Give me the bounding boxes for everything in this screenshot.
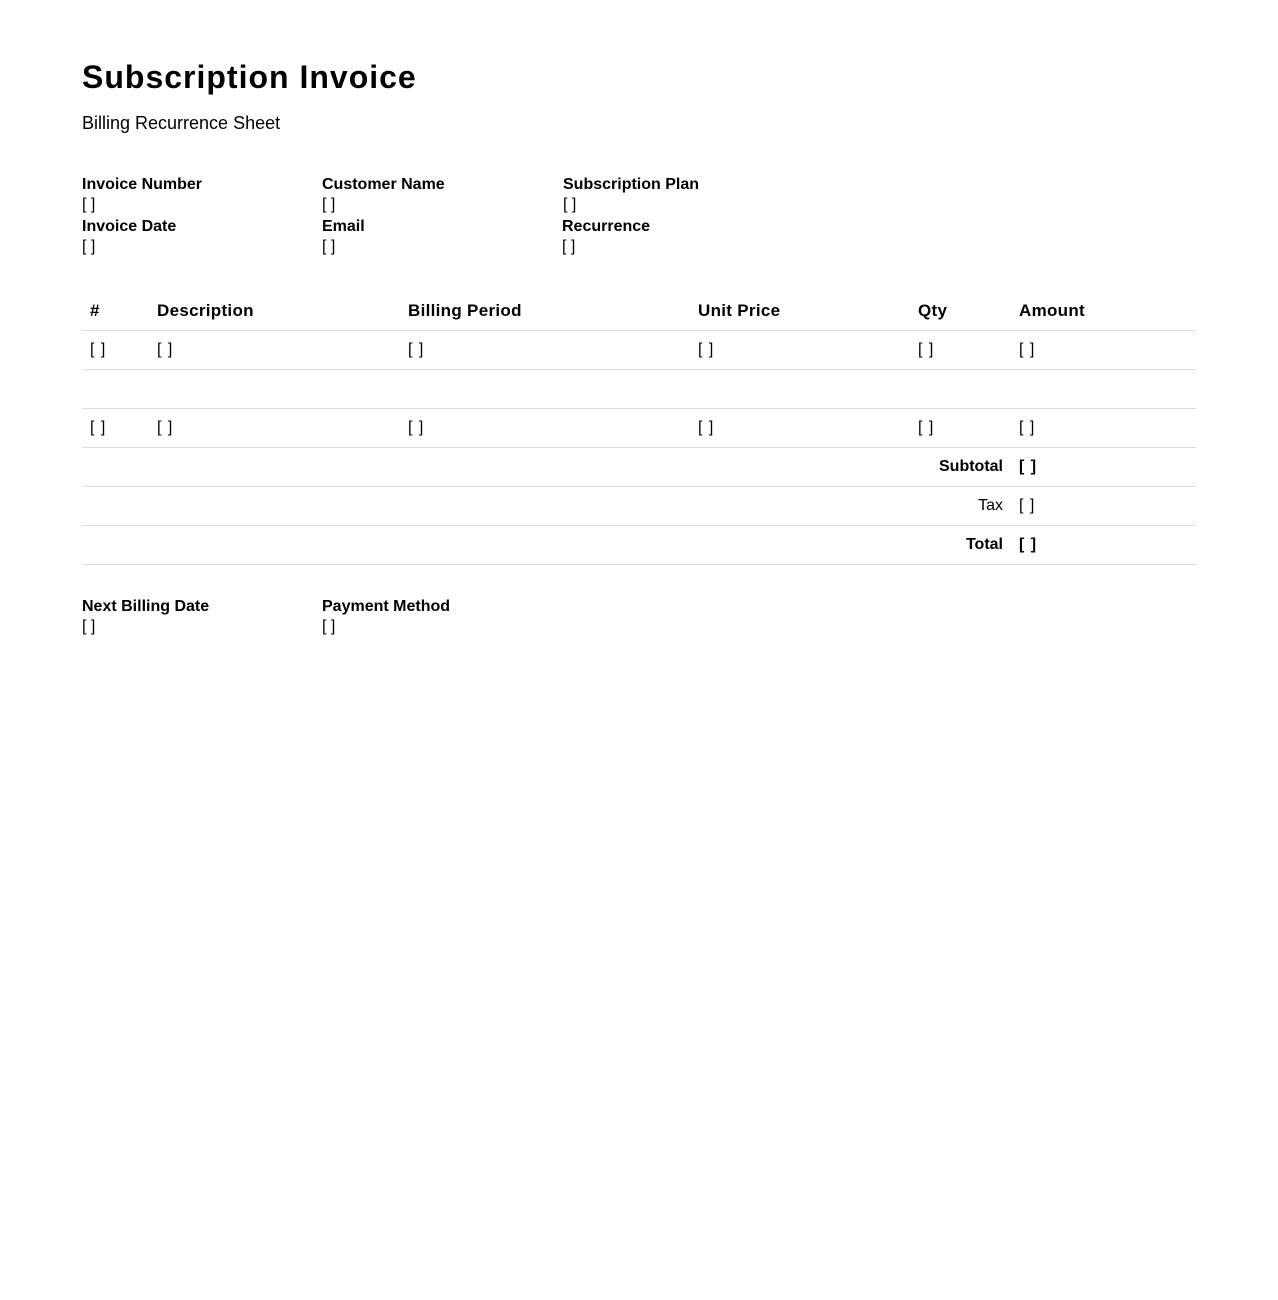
customer-name-value: [ ] xyxy=(322,196,336,213)
cell-amount: [ ] xyxy=(1011,331,1196,370)
invoice-number-field xyxy=(82,175,202,214)
email-label: Email xyxy=(322,218,365,235)
table-row xyxy=(82,409,1196,448)
table-row xyxy=(82,331,1196,370)
tax-value: [ ] xyxy=(1011,487,1196,526)
cell-number: [ ] xyxy=(82,331,149,370)
tax-label: Tax xyxy=(82,487,1011,526)
total-row xyxy=(82,526,1196,565)
subscription-plan-label: Subscription Plan xyxy=(563,176,700,193)
cell-description: [ ] xyxy=(149,331,400,370)
cell-number xyxy=(82,370,149,409)
invoice-number-value: [ ] xyxy=(82,196,96,213)
cell-amount: [ ] xyxy=(1011,409,1196,448)
payment-method-value: [ ] xyxy=(322,618,336,635)
tax-row xyxy=(82,487,1196,526)
cell-unit-price: [ ] xyxy=(690,409,910,448)
cell-billing-period xyxy=(400,370,690,409)
cell-amount xyxy=(1011,370,1196,409)
line-items-table xyxy=(82,291,1196,565)
cell-billing-period: [ ] xyxy=(400,331,690,370)
header-number: # xyxy=(82,291,149,331)
invoice-number-label: Invoice Number xyxy=(82,176,203,193)
table-header-row xyxy=(82,291,1196,331)
cell-unit-price: [ ] xyxy=(690,331,910,370)
total-label: Total xyxy=(82,526,1011,565)
invoice-date-value: [ ] xyxy=(82,238,96,255)
page-title: Subscription Invoice xyxy=(82,59,417,95)
next-billing-date-field xyxy=(82,597,209,636)
email-field xyxy=(322,217,365,256)
payment-method-field xyxy=(322,597,450,636)
subscription-plan-value: [ ] xyxy=(563,196,577,213)
cell-qty: [ ] xyxy=(910,409,1011,448)
customer-name-field xyxy=(322,175,445,214)
recurrence-field xyxy=(562,217,650,256)
cell-qty xyxy=(910,370,1011,409)
subtotal-value: [ ] xyxy=(1011,448,1196,487)
invoice-date-label: Invoice Date xyxy=(82,218,177,235)
cell-billing-period: [ ] xyxy=(400,409,690,448)
header-billing-period: Billing Period xyxy=(400,291,690,331)
subtotal-label: Subtotal xyxy=(82,448,1011,487)
subtotal-row xyxy=(82,448,1196,487)
header-unit-price: Unit Price xyxy=(690,291,910,331)
header-description: Description xyxy=(149,291,400,331)
recurrence-value: [ ] xyxy=(562,238,576,255)
next-billing-date-value: [ ] xyxy=(82,618,96,635)
cell-number: [ ] xyxy=(82,409,149,448)
email-value: [ ] xyxy=(322,238,336,255)
next-billing-date-label: Next Billing Date xyxy=(82,598,210,615)
payment-method-label: Payment Method xyxy=(322,598,451,615)
table-row xyxy=(82,370,1196,409)
customer-name-label: Customer Name xyxy=(322,176,445,193)
page-subtitle: Billing Recurrence Sheet xyxy=(82,113,281,133)
total-value: [ ] xyxy=(1011,526,1196,565)
cell-description: [ ] xyxy=(149,409,400,448)
header-qty: Qty xyxy=(910,291,1011,331)
cell-qty: [ ] xyxy=(910,331,1011,370)
invoice-date-field xyxy=(82,217,176,256)
cell-description xyxy=(149,370,400,409)
subscription-plan-field xyxy=(563,175,699,214)
header-amount: Amount xyxy=(1011,291,1196,331)
cell-unit-price xyxy=(690,370,910,409)
recurrence-label: Recurrence xyxy=(562,218,651,235)
